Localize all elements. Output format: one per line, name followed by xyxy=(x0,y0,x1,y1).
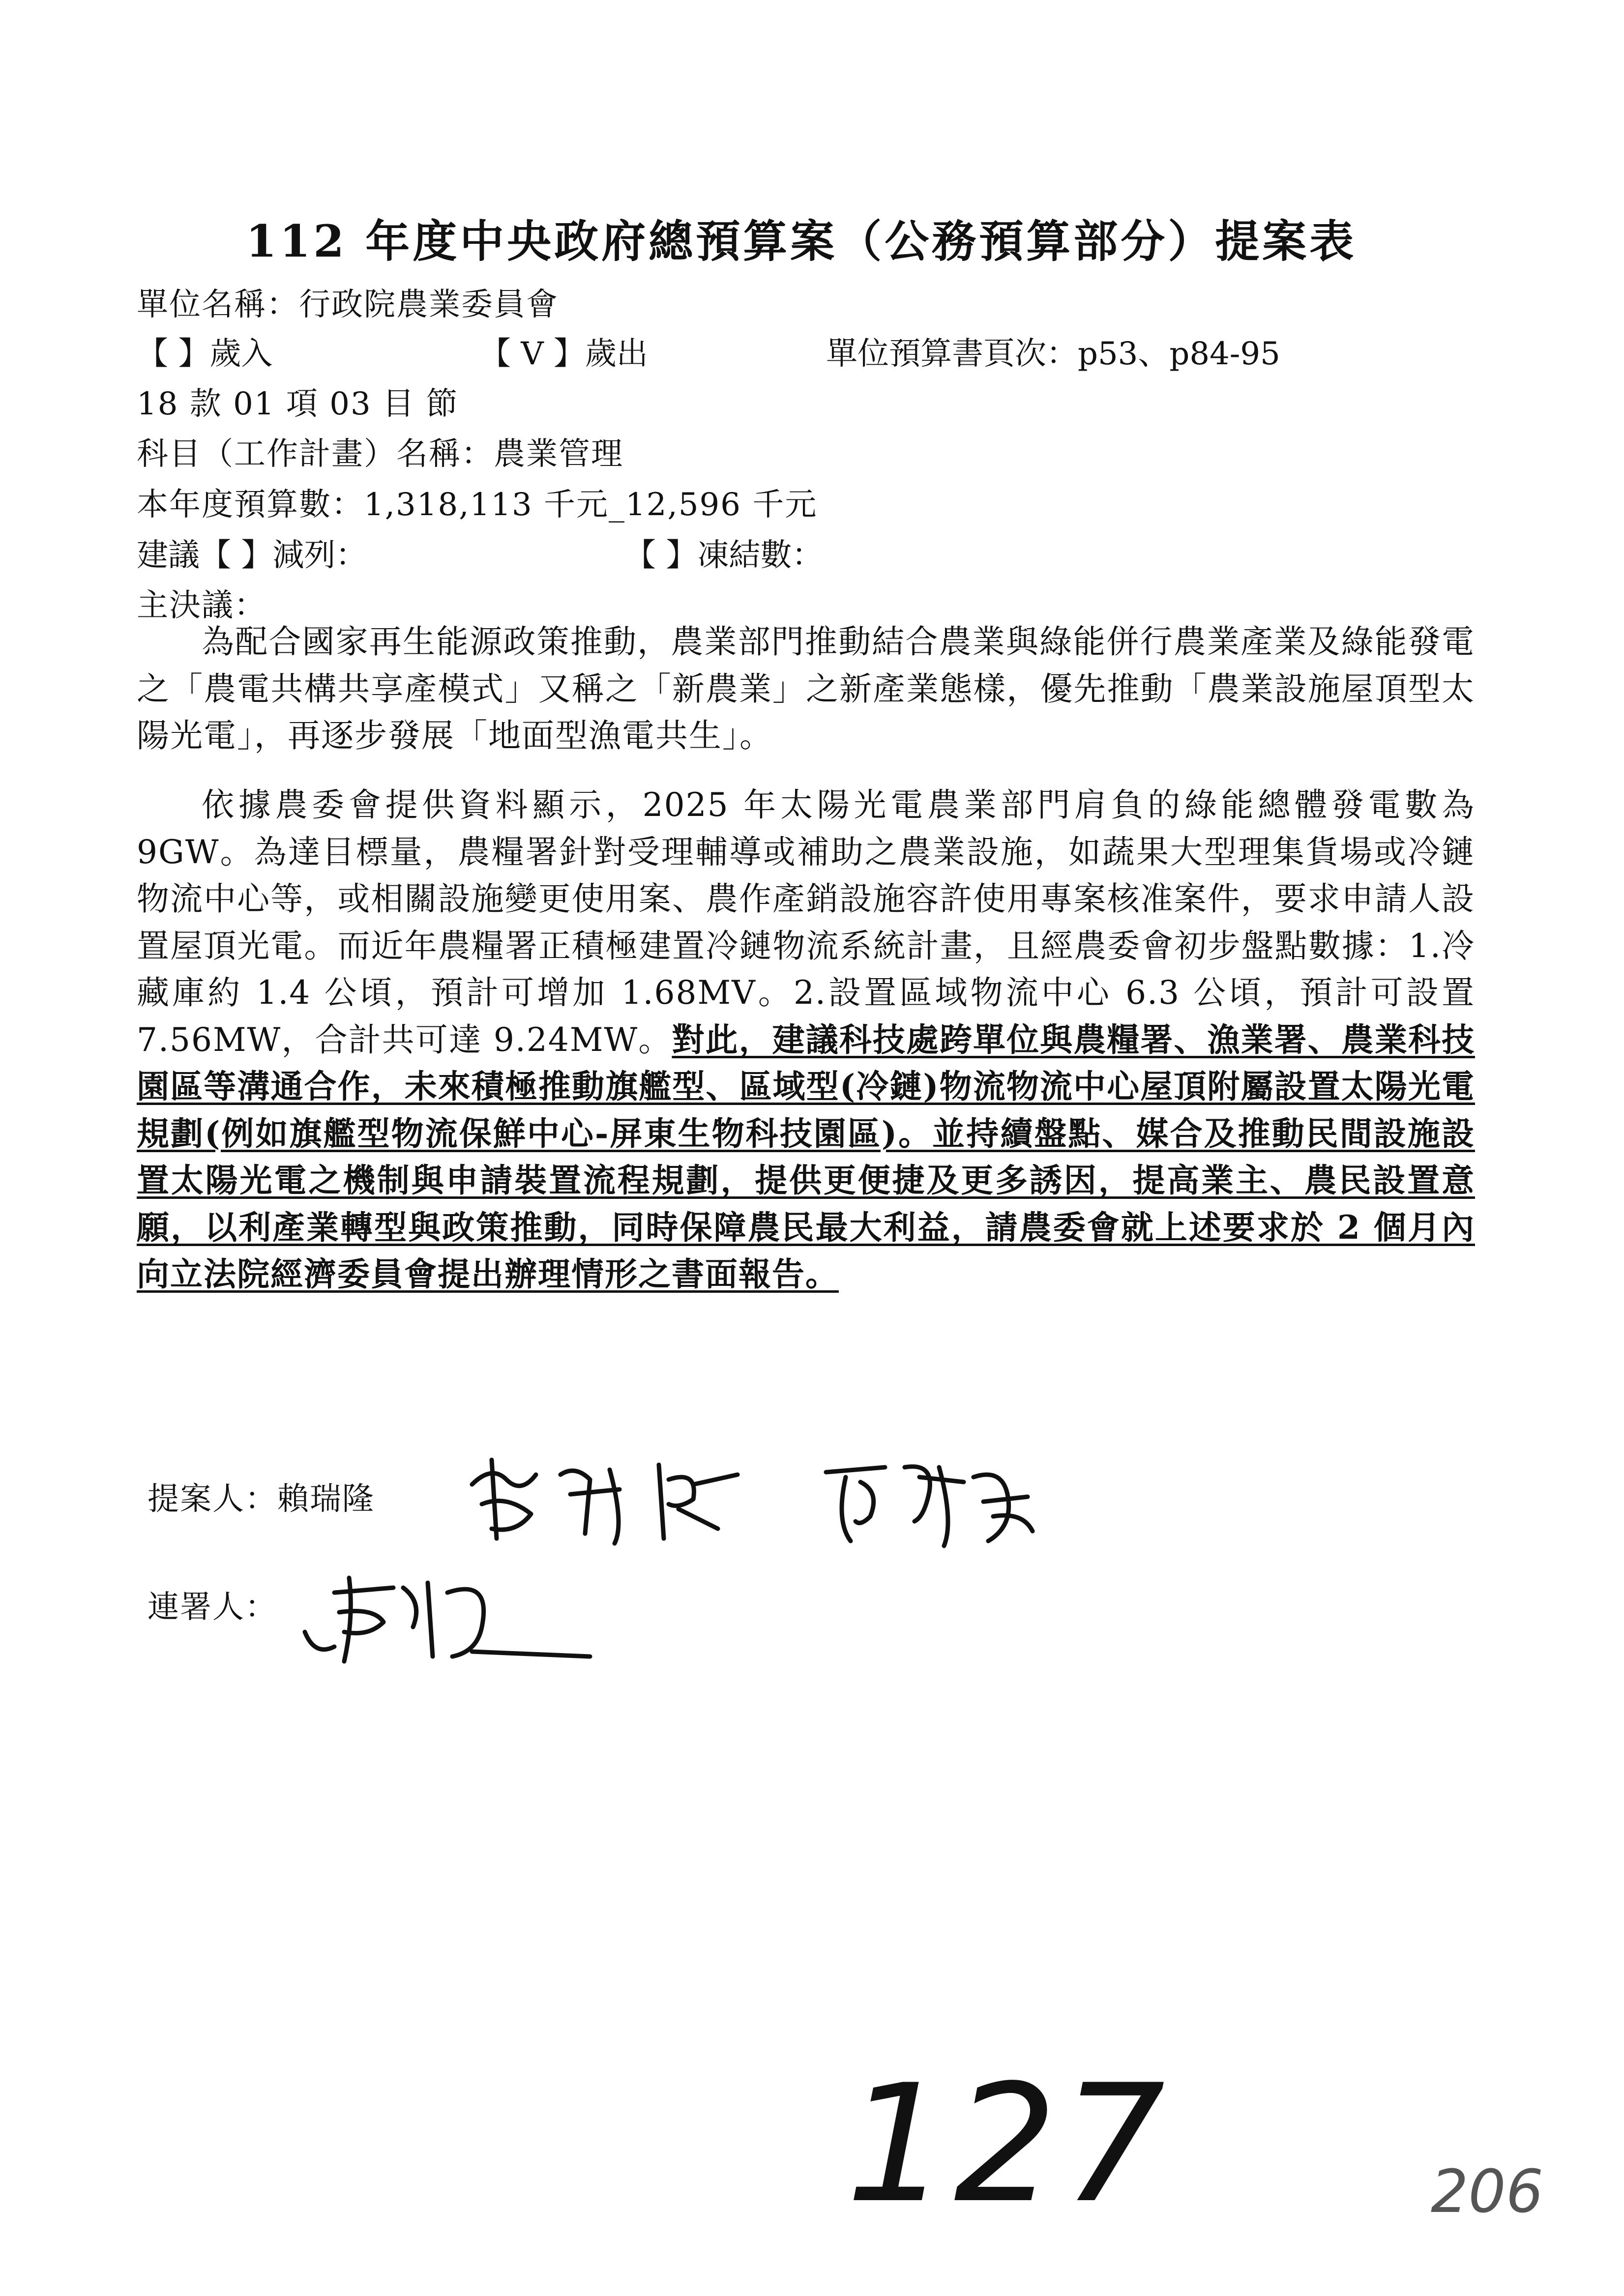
unit-name: 單位名稱：行政院農業委員會 xyxy=(137,287,559,323)
budget-amount-line: 本年度預算數：1,318,113 千元_12,596 千元 xyxy=(137,487,818,523)
page-title: 112 年度中央政府總預算案（公務預算部分）提案表 xyxy=(246,215,1357,267)
page-number: 127 xyxy=(846,2050,1170,2238)
expense-checkbox: 【 V 】歲出 xyxy=(479,336,648,372)
freeze-amount: 【 】凍結數： xyxy=(624,537,824,574)
suggest-cut: 建議【 】減列： xyxy=(137,537,367,574)
proposer-signature-1 xyxy=(462,1445,767,1553)
paragraph-2 xyxy=(137,782,1475,1298)
main-resolution-label: 主決議： xyxy=(137,587,266,624)
revenue-checkbox: 【 】歲入 xyxy=(137,336,273,372)
item-line: 18 款 01 項 03 目 節 xyxy=(137,386,459,422)
corner-number: 206 xyxy=(1431,2158,1544,2226)
subject-line: 科目（工作計畫）名稱：農業管理 xyxy=(137,436,623,472)
proposer-signature-2 xyxy=(816,1448,1052,1556)
cosigner-label: 連署人： xyxy=(148,1589,277,1626)
proposer-label: 提案人：賴瑞隆 xyxy=(148,1481,375,1517)
paragraph-1: 為配合國家再生能源政策推動，農業部門推動結合農業與綠能併行農業產業及綠能發電之「農電共構共享產模式」又稱之「新農業」之新產業態樣，優先推動「農業設施屋頂型太陽光電」，再逐步發展「地面型漁電共生」。 xyxy=(137,623,1475,755)
paragraph-2-plain: 依據農委會提供資料顯示，2025 年太陽光電農業部門肩負的綠能總體發電數為 9GW。為達目標量，農糧署針對受理輔導或補助之農業設施，如蔬果大型理集貨場或冷鏈物流中心等，或相關設施變更使用案、農作產銷設施容許使用專案核准案件，要求申請人設置屋頂光電。而近年農糧署正積極建置冷鏈物流系統計畫，且經農委會初步盤點數據：1.冷藏庫約 1.4 公頃，預計可增加 1.68MV。2.設置區域物流中心 6.3 公頃，預計可設置 7.56MW，合計共可達 9.24MW。 xyxy=(137,786,1475,1059)
budget-pages: 單位預算書頁次：p53、p84-95 xyxy=(826,336,1280,372)
cosigner-signature xyxy=(295,1558,610,1676)
paragraph-2-bold: 對此，建議科技處跨單位與農糧署、漁業署、農業科技園區等溝通合作，未來積極推動旗艦型、區域型(冷鏈)物流物流中心屋頂附屬設置太陽光電規劃(例如旗艦型物流保鮮中心-屏東生物科技園區)。並持續盤點、媒合及推動民間設施設置太陽光電之機制與申請裝置流程規劃，提供更便捷及更多誘因，提高業主、農民設置意願，以利產業轉型與政策推動，同時保障農民最大利益，請農委會就上述要求於 2 個月內向立法院經濟委員會提出辦理情形之書面報告。 xyxy=(137,1020,1476,1293)
